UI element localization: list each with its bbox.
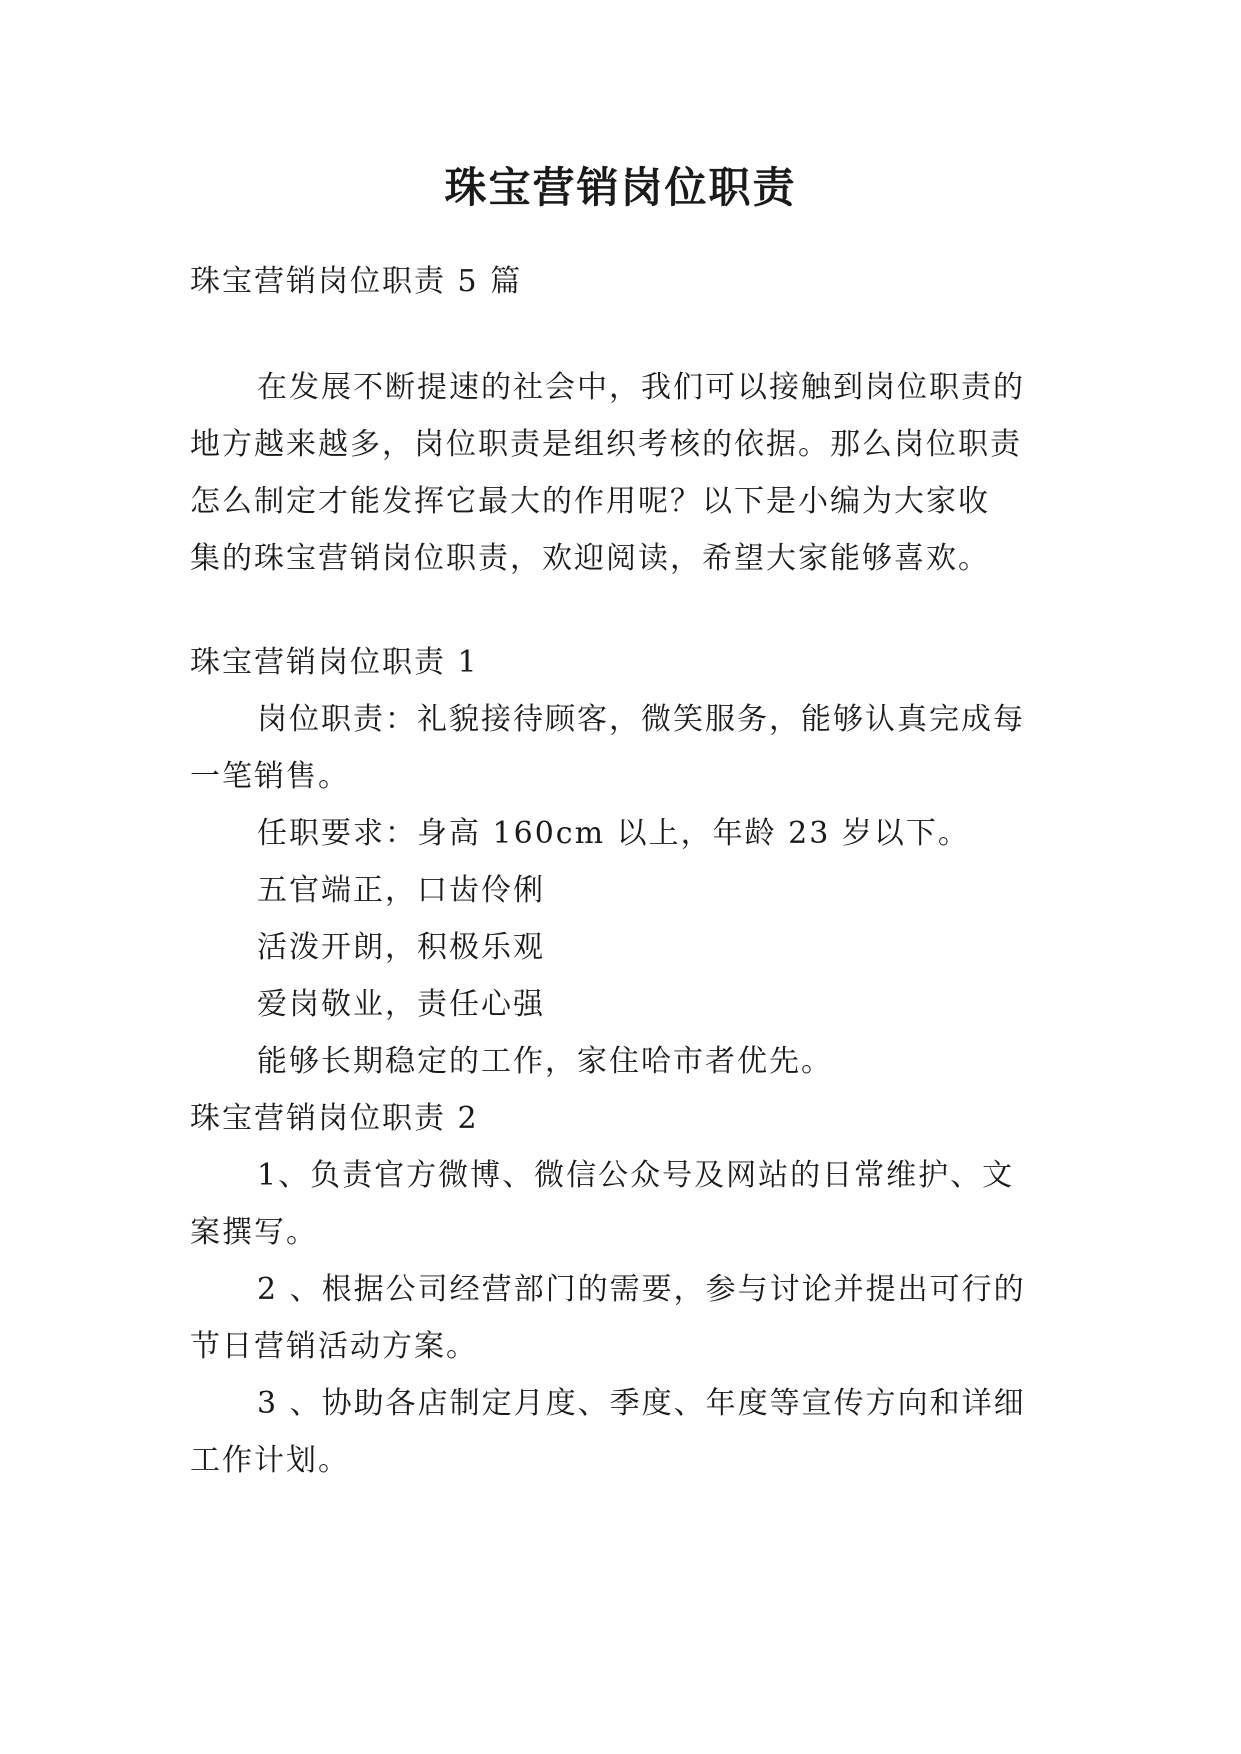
section1-line: 任职要求：身高 160cm 以上，年龄 23 岁以下。 bbox=[257, 816, 970, 851]
section1-line: 爱岗敬业，责任心强 bbox=[257, 987, 545, 1022]
document-subtitle: 珠宝营销岗位职责 5 篇 bbox=[190, 264, 523, 299]
section1-line: 能够长期稳定的工作，家住哈市者优先。 bbox=[257, 1044, 833, 1079]
section2-line: 1、负责官方微博、微信公众号及网站的日常维护、文 bbox=[257, 1158, 1015, 1193]
section2-line: 3 、协助各店制定月度、季度、年度等宣传方向和详细 bbox=[257, 1386, 1026, 1421]
intro-line: 怎么制定才能发挥它最大的作用呢？以下是小编为大家收 bbox=[190, 484, 990, 519]
intro-line: 集的珠宝营销岗位职责，欢迎阅读，希望大家能够喜欢。 bbox=[190, 541, 990, 576]
section2-line: 节日营销活动方案。 bbox=[190, 1329, 478, 1364]
intro-line: 在发展不断提速的社会中，我们可以接触到岗位职责的 bbox=[257, 370, 1025, 405]
section-heading-2: 珠宝营销岗位职责 2 bbox=[190, 1101, 479, 1136]
document-title: 珠宝营销岗位职责 bbox=[444, 163, 797, 212]
section2-line: 案撰写。 bbox=[190, 1215, 318, 1250]
section2-line: 2 、根据公司经营部门的需要，参与讨论并提出可行的 bbox=[257, 1272, 1026, 1307]
section1-line: 一笔销售。 bbox=[190, 759, 350, 794]
section1-line: 岗位职责：礼貌接待顾客，微笑服务，能够认真完成每 bbox=[257, 702, 1025, 737]
section1-line: 五官端正，口齿伶俐 bbox=[257, 873, 545, 908]
section-heading-1: 珠宝营销岗位职责 1 bbox=[190, 645, 479, 680]
section2-line: 工作计划。 bbox=[190, 1443, 350, 1478]
section1-line: 活泼开朗，积极乐观 bbox=[257, 930, 545, 965]
intro-line: 地方越来越多，岗位职责是组织考核的依据。那么岗位职责 bbox=[190, 427, 1022, 462]
